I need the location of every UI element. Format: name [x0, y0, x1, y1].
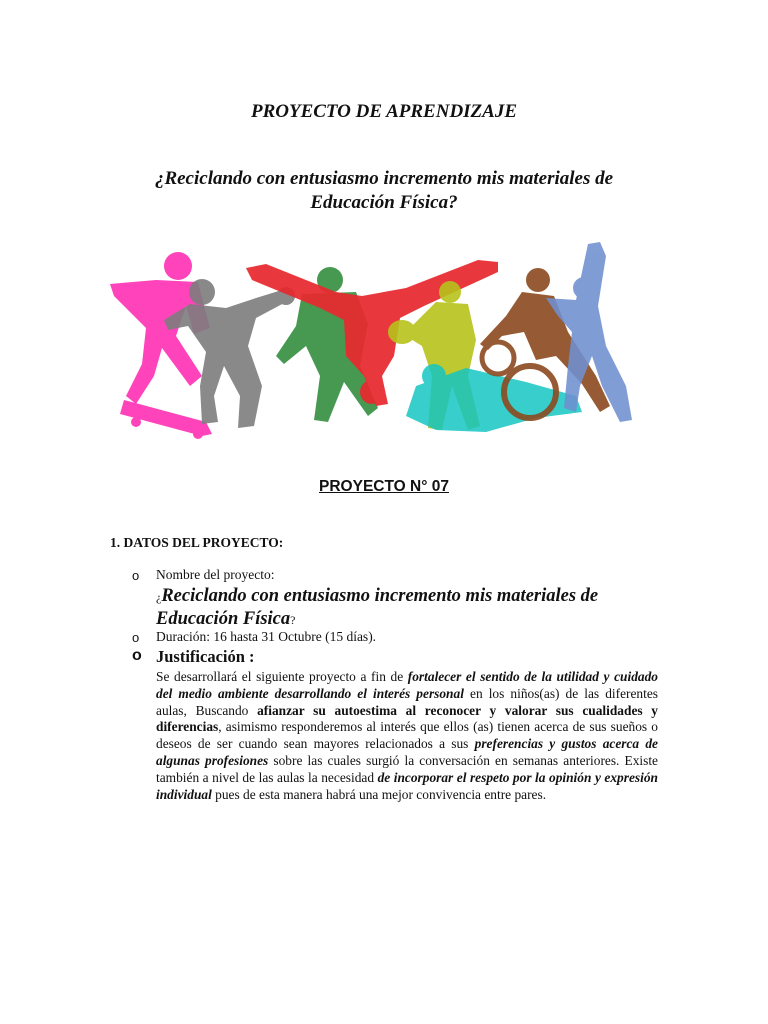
sports-silhouettes-illustration [106, 236, 636, 442]
section-heading-datos: 1. DATOS DEL PROYECTO: [110, 535, 284, 550]
question-open-mark: ¿ [156, 590, 162, 604]
paragraph-bold: afianzar su autoestima al reconocer y valorar sus cualidades y diferencias [156, 702, 658, 735]
duration-text: Duración: 16 hasta 31 Octubre (15 días). [156, 629, 377, 644]
bullet-marker: o [132, 630, 140, 645]
bullet-marker: o [132, 647, 142, 664]
subtitle-line-1: ¿Reciclando con entusiasmo incremento mis materiales de [154, 168, 614, 189]
project-number: PROYECTO N° 07 [319, 478, 449, 495]
paragraph-text: , asimismo responderemos al interés que ellos (as) tienen acerca de sus sueños o deseos de ser cuando sean mayores relacionados a sus [156, 719, 658, 752]
project-name-line-2: Educación Física [156, 609, 291, 629]
subtitle-line-2: Educación Física? [310, 192, 458, 213]
justification-paragraph [156, 669, 658, 803]
skateboarder-figure-icon [110, 252, 212, 439]
project-name-line-1: Reciclando con entusiasmo incremento mis materiales de [161, 586, 599, 606]
paragraph-emphasis: preferencias y gustos acerca de algunas profesiones [156, 736, 659, 768]
project-name-value [156, 585, 676, 631]
document-subtitle [100, 167, 668, 215]
paragraph-emphasis: de incorporar el respeto por la opinión y expresión individual [156, 769, 658, 802]
document-title: PROYECTO DE APRENDIZAJE [250, 101, 518, 122]
paragraph-text: Se desarrollará el siguiente proyecto a fin de [156, 669, 408, 684]
question-close-mark: ? [290, 613, 296, 627]
justification-label: Justificación : [156, 647, 255, 666]
paragraph-text: pues de esta manera habrá una mejor convivencia entre pares. [211, 786, 547, 802]
paragraph-text: en los niños(as) de las diferentes aulas, Buscando [156, 685, 658, 718]
paragraph-emphasis: fortalecer el sentido de la utilidad y cuidado del medio ambiente desarrollando el interés personal [156, 669, 658, 701]
bullet-marker: o [132, 568, 140, 583]
paragraph-text: sobre las cuales surgió la conversación en semanas anteriores. Existe también a nivel de las aulas la necesidad [156, 752, 658, 785]
project-name-label: Nombre del proyecto: [156, 567, 275, 582]
